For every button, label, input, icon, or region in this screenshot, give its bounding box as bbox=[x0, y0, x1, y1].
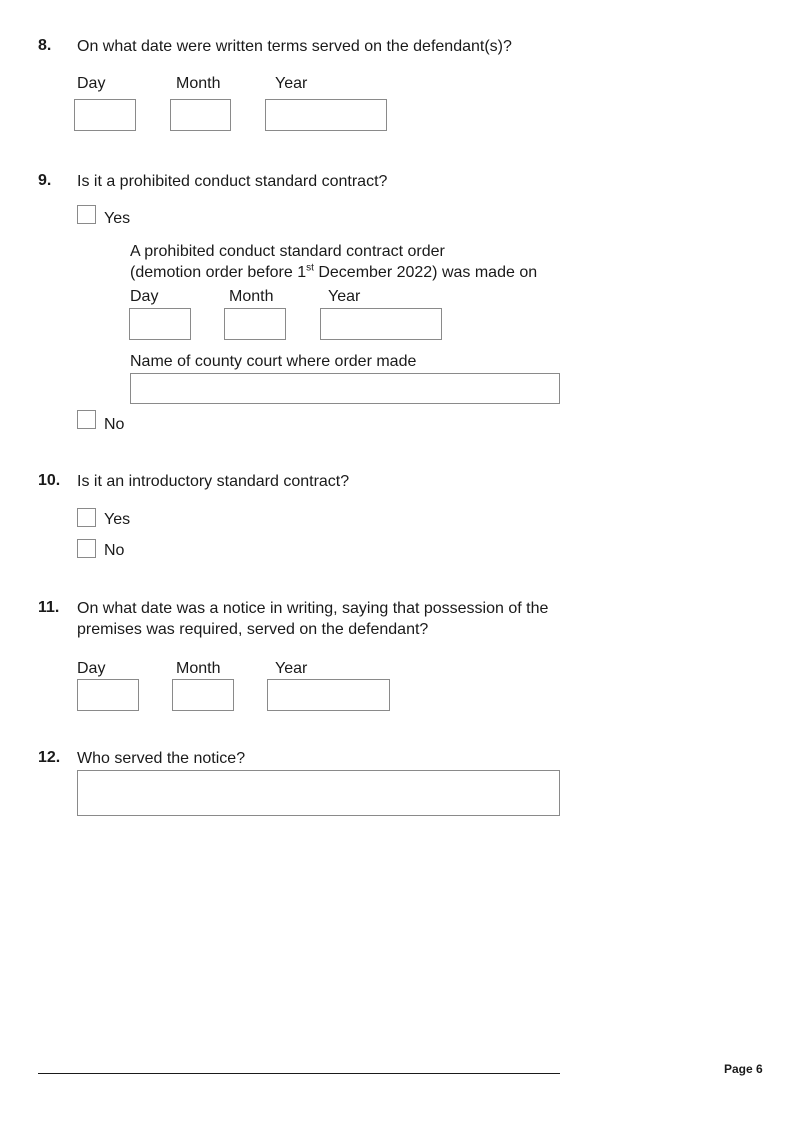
q8-year-input[interactable] bbox=[265, 99, 387, 131]
q8-day-input[interactable] bbox=[74, 99, 136, 131]
q11-month-input[interactable] bbox=[172, 679, 234, 711]
q8-day-label: Day bbox=[77, 75, 106, 92]
q9-month-input[interactable] bbox=[224, 308, 286, 340]
q9-day-input[interactable] bbox=[129, 308, 191, 340]
q9-order-line1: A prohibited conduct standard contract order bbox=[130, 243, 445, 260]
q10-yes-checkbox[interactable] bbox=[77, 508, 96, 527]
q10-yes-label: Yes bbox=[104, 511, 131, 528]
q9-no-checkbox[interactable] bbox=[77, 410, 96, 429]
question-9-text: Is it a prohibited conduct standard contract? bbox=[77, 173, 388, 190]
q11-month-label: Month bbox=[176, 660, 221, 677]
q9-year-input[interactable] bbox=[320, 308, 442, 340]
q9-year-label: Year bbox=[328, 288, 361, 305]
q9-month-label: Month bbox=[229, 288, 274, 305]
q9-no-label: No bbox=[104, 416, 125, 433]
q8-month-input[interactable] bbox=[170, 99, 231, 131]
question-8-text: On what date were written terms served on the defendant(s)? bbox=[77, 38, 512, 55]
q9-court-input[interactable] bbox=[130, 373, 560, 404]
q11-year-input[interactable] bbox=[267, 679, 390, 711]
question-12-text: Who served the notice? bbox=[77, 750, 246, 767]
question-9-number: 9. bbox=[38, 172, 52, 189]
question-10-number: 10. bbox=[38, 472, 61, 489]
q9-yes-label: Yes bbox=[104, 210, 131, 227]
question-11-text-line1: On what date was a notice in writing, saying that possession of the bbox=[77, 600, 549, 617]
q9-court-label: Name of county court where order made bbox=[130, 353, 417, 370]
q8-year-label: Year bbox=[275, 75, 308, 92]
q10-no-checkbox[interactable] bbox=[77, 539, 96, 558]
q11-day-label: Day bbox=[77, 660, 106, 677]
q11-year-label: Year bbox=[275, 660, 308, 677]
question-10-text: Is it an introductory standard contract? bbox=[77, 473, 350, 490]
q11-day-input[interactable] bbox=[77, 679, 139, 711]
q10-no-label: No bbox=[104, 542, 125, 559]
question-8-number: 8. bbox=[38, 37, 52, 54]
q9-yes-checkbox[interactable] bbox=[77, 205, 96, 224]
question-11-number: 11. bbox=[38, 599, 60, 616]
footer-divider bbox=[38, 1073, 560, 1074]
q8-month-label: Month bbox=[176, 75, 221, 92]
page-number: Page 6 bbox=[724, 1062, 763, 1076]
question-12-number: 12. bbox=[38, 749, 61, 766]
question-11-text-line2: premises was required, served on the defendant? bbox=[77, 621, 429, 638]
q12-served-by-input[interactable] bbox=[77, 770, 560, 816]
q9-day-label: Day bbox=[130, 288, 159, 305]
q9-order-line2: (demotion order before 1st December 2022) was made on bbox=[130, 262, 538, 281]
